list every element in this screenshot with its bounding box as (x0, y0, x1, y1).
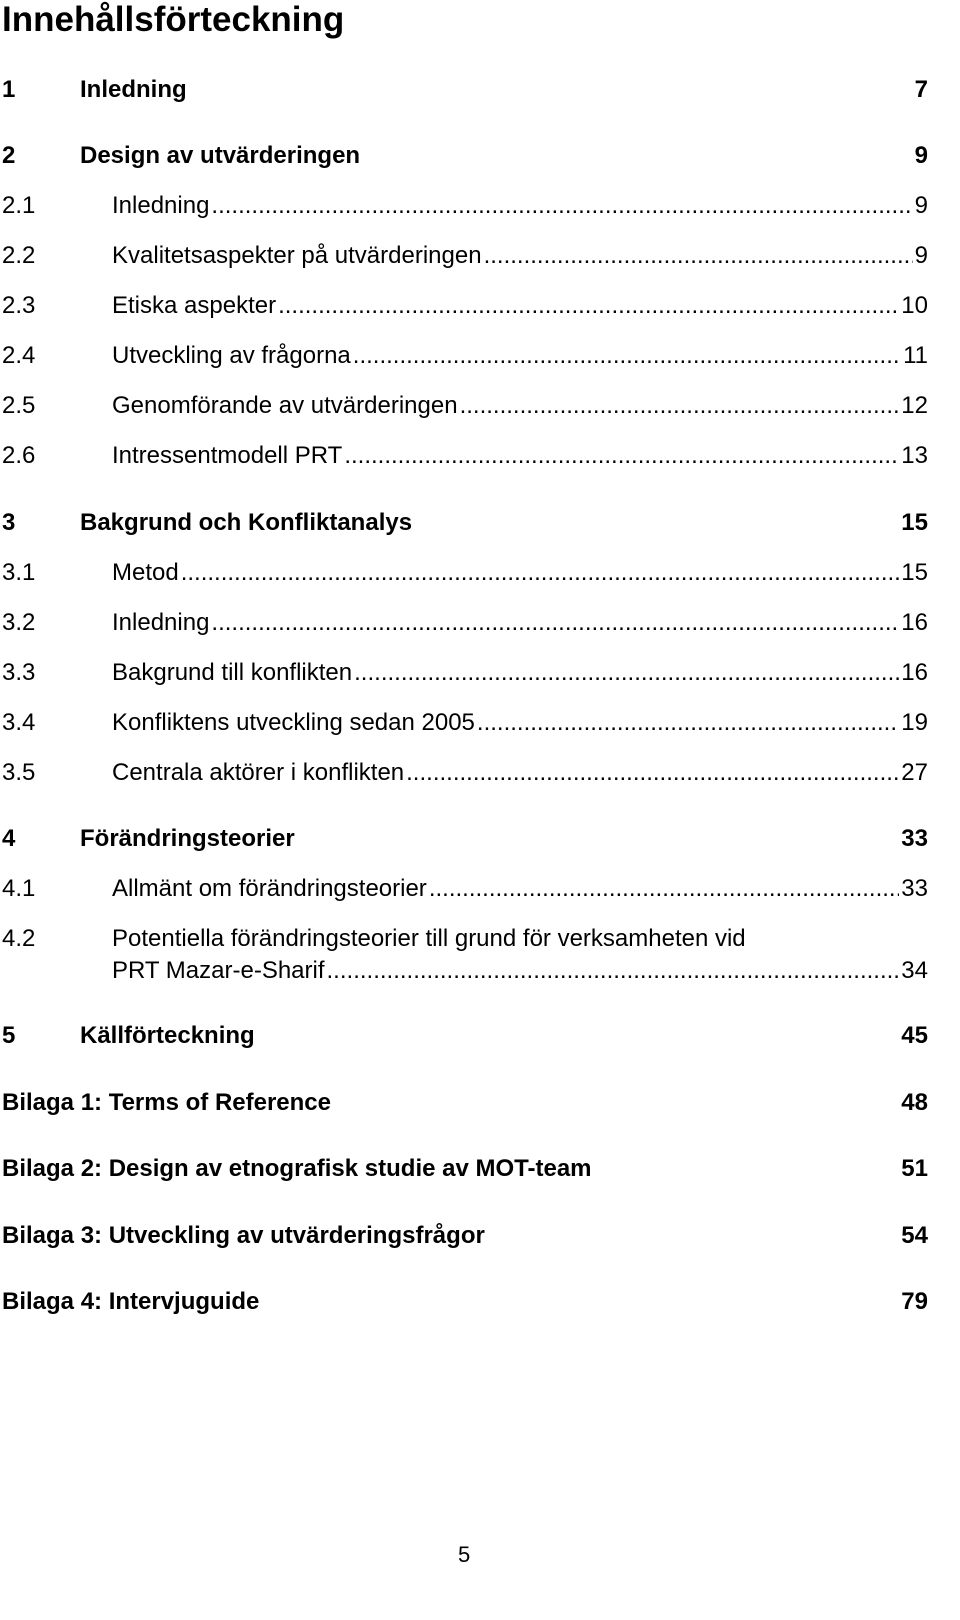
toc-entry-page: 34 (901, 957, 928, 984)
toc-entry-title-continuation: PRT Mazar-e-Sharif (112, 957, 325, 984)
toc-leader-dots (429, 873, 899, 905)
toc-entry-page: 16 (901, 659, 928, 686)
toc-entry-chapter-3[interactable] (0, 507, 928, 539)
toc-entry-title: Inledning (112, 609, 210, 636)
toc-entry-page: 15 (901, 509, 928, 536)
toc-entry-number: 4.1 (2, 875, 36, 902)
toc-entry-number: 3.5 (2, 759, 36, 786)
toc-entry-title: Bilaga 3: Utveckling av utvärderingsfrågor (2, 1222, 485, 1249)
toc-entry-page: 79 (901, 1288, 928, 1315)
toc-entry-number: 2.6 (2, 442, 36, 469)
toc-entry-chapter-4[interactable] (0, 823, 928, 855)
toc-entry-page: 13 (901, 442, 928, 469)
page-title: Innehållsförteckning (2, 0, 345, 39)
toc-entry-annex-3[interactable] (0, 1220, 928, 1252)
toc-entry-section-2-6[interactable] (0, 440, 928, 472)
toc-entry-page: 54 (901, 1222, 928, 1249)
toc-entry-title: Inledning (80, 76, 187, 103)
toc-entry-page: 11 (903, 342, 928, 369)
toc-leader-dots (406, 757, 899, 789)
toc-entry-section-4-2[interactable] (0, 923, 928, 987)
toc-leader-dots (460, 390, 900, 422)
toc-entry-page: 33 (901, 875, 928, 902)
toc-entry-page: 10 (901, 292, 928, 319)
toc-entry-page: 45 (901, 1022, 928, 1049)
toc-entry-title: Förändringsteorier (80, 825, 295, 852)
toc-entry-section-2-4[interactable] (0, 340, 928, 372)
toc-entry-section-3-2[interactable] (0, 607, 928, 639)
toc-entry-section-3-1[interactable] (0, 557, 928, 589)
toc-leader-dots (327, 955, 900, 987)
toc-entry-title: Konfliktens utveckling sedan 2005 (112, 709, 475, 736)
toc-entry-page: 48 (901, 1089, 928, 1116)
toc-entry-title: Källförteckning (80, 1022, 255, 1049)
toc-entry-title: Centrala aktörer i konflikten (112, 759, 405, 786)
toc-entry-annex-2[interactable] (0, 1153, 928, 1185)
toc-entry-page: 27 (901, 759, 928, 786)
toc-entry-annex-4[interactable] (0, 1286, 928, 1318)
toc-entry-title: Inledning (112, 192, 210, 219)
toc-entry-title: Potentiella förändringsteorier till grund för verksamheten vid (112, 925, 746, 952)
toc-leader-dots (484, 240, 913, 272)
toc-entry-title: Genomförande av utvärderingen (112, 392, 458, 419)
toc-entry-chapter-2[interactable] (0, 140, 928, 172)
toc-entry-title: Bilaga 2: Design av etnografisk studie av MOT-team (2, 1155, 592, 1182)
footer-page-number: 5 (458, 1542, 471, 1567)
toc-entry-number: 3.1 (2, 559, 36, 586)
toc-entry-title: Allmänt om förändringsteorier (112, 875, 427, 902)
toc-leader-dots (211, 607, 899, 639)
toc-entry-title: Bakgrund till konflikten (112, 659, 353, 686)
toc-entry-page: 9 (914, 192, 928, 219)
toc-entry-section-2-2[interactable] (0, 240, 928, 272)
toc-entry-number: 4 (2, 825, 16, 852)
toc-entry-section-2-3[interactable] (0, 290, 928, 322)
toc-entry-title: Utveckling av frågorna (112, 342, 351, 369)
toc-entry-number: 3.3 (2, 659, 36, 686)
toc-entry-title: Bilaga 1: Terms of Reference (2, 1089, 332, 1116)
toc-entry-number: 2 (2, 142, 16, 169)
toc-entry-page: 7 (914, 76, 928, 103)
toc-entry-page: 33 (901, 825, 928, 852)
toc-leader-dots (353, 340, 901, 372)
toc-entry-number: 2.1 (2, 192, 36, 219)
toc-entry-chapter-1[interactable] (0, 74, 928, 106)
toc-entry-section-2-5[interactable] (0, 390, 928, 422)
toc-entry-number: 2.2 (2, 242, 36, 269)
toc-leader-dots (211, 190, 912, 222)
toc-entry-title: Intressentmodell PRT (112, 442, 343, 469)
toc-entry-number: 2.5 (2, 392, 36, 419)
toc-entry-page: 9 (914, 242, 928, 269)
toc-entry-title: Bilaga 4: Intervjuguide (2, 1288, 260, 1315)
toc-entry-title: Bakgrund och Konfliktanalys (80, 509, 413, 536)
toc-entry-section-3-4[interactable] (0, 707, 928, 739)
toc-leader-dots (354, 657, 899, 689)
toc-entry-number: 3.4 (2, 709, 36, 736)
toc-entry-page: 19 (901, 709, 928, 736)
toc-entry-number: 1 (2, 76, 16, 103)
toc-entry-title: Kvalitetsaspekter på utvärderingen (112, 242, 482, 269)
toc-leader-dots (278, 290, 899, 322)
toc-entry-section-3-5[interactable] (0, 757, 928, 789)
toc-entry-number: 3 (2, 509, 16, 536)
toc-entry-number: 2.3 (2, 292, 36, 319)
toc-entry-section-2-1[interactable] (0, 190, 928, 222)
toc-entry-page: 15 (901, 559, 928, 586)
toc-entry-title: Metod (112, 559, 179, 586)
toc-entry-page: 12 (901, 392, 928, 419)
toc-entry-number: 3.2 (2, 609, 36, 636)
toc-entry-section-4-1[interactable] (0, 873, 928, 905)
toc-entry-page: 51 (901, 1155, 928, 1182)
toc-entry-number: 5 (2, 1022, 16, 1049)
toc-entry-number: 2.4 (2, 342, 36, 369)
toc-leader-dots (477, 707, 899, 739)
toc-leader-dots (181, 557, 900, 589)
toc-entry-title: Etiska aspekter (112, 292, 277, 319)
toc-entry-annex-1[interactable] (0, 1087, 928, 1119)
toc-entry-title: Design av utvärderingen (80, 142, 361, 169)
toc-entry-chapter-5[interactable] (0, 1020, 928, 1052)
toc-entry-section-3-3[interactable] (0, 657, 928, 689)
toc-entry-number: 4.2 (2, 925, 36, 952)
toc-entry-page: 9 (914, 142, 928, 169)
toc-entry-page: 16 (901, 609, 928, 636)
toc-leader-dots (344, 440, 899, 472)
